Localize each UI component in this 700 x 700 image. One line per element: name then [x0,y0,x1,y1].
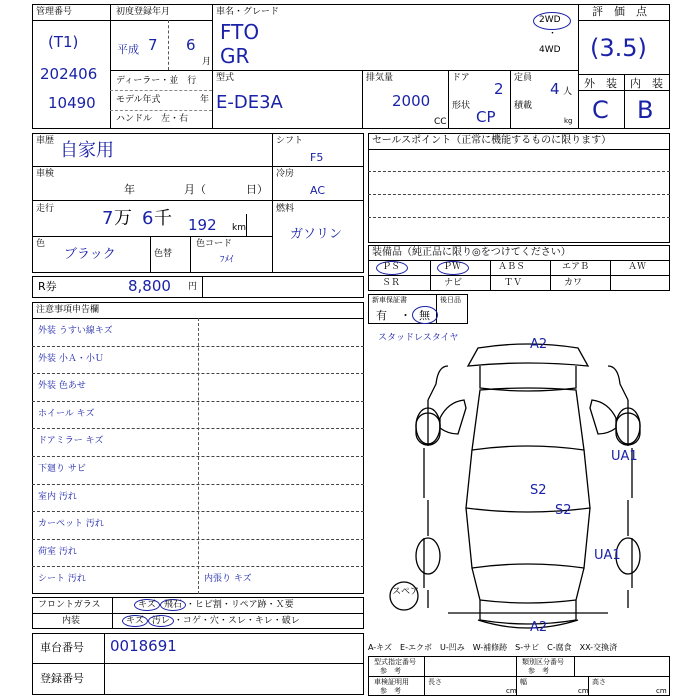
color-code-value: ﾌﾒｲ [220,255,234,265]
note-left-7: 室内 汚れ [38,491,77,502]
fuel-label: 燃料 [276,204,295,214]
interior-row-label: 内装 [62,616,81,626]
dealer-label: ディーラー・並 行 [116,76,197,86]
drive-4wd: 4WD [539,45,561,55]
mileage-sen: 6 [142,208,154,229]
height-label: 高さ [592,678,606,686]
handle-label: ハンドル 左・右 [116,114,189,124]
interior-item-kizu: キズ [122,615,148,627]
note-left-9: 荷室 汚れ [38,546,77,557]
reg-no-label: 登録番号 [40,672,84,685]
shaken-label: 車検 [36,169,55,179]
warranty-label: 新車保証書 [372,296,407,304]
equip-navi: ナビ [444,278,463,288]
width-unit: cm [578,687,589,695]
kanri-label: 管理番号 [36,7,73,17]
mileage-man-unit: 万 [114,208,132,229]
car-name: FTO [220,20,260,44]
kg-unit: kg [564,117,573,125]
mark-right-ua1-rear: UA1 [594,548,621,563]
interior-label: 内 装 [630,77,663,90]
recycle-label: R券 [38,280,57,293]
interior-item-yogore: 汚レ [148,615,174,627]
note-left-10: シート 汚れ [38,574,86,585]
reg-cert-label: 車検証明用 [374,678,409,686]
mark-roof-s2-b: S2 [555,503,572,518]
mark-right-ua1-front: UA1 [611,449,638,464]
reg-year: 7 [148,36,158,54]
glass-label: フロントガラス [38,600,101,610]
model-year-unit: 年 [200,95,210,105]
interior-item-rest: ・コゲ・穴・スレ・キレ・破レ [173,616,300,626]
shaken-year: 年 [124,183,135,196]
kanri-num2: 10490 [48,94,96,112]
load-label: 積載 [514,101,533,111]
note-left-6: 下廻り サビ [38,464,86,474]
usage-label: 車歴 [36,136,55,146]
chassis-value: 0018691 [110,637,177,655]
shift-label: シフト [276,136,304,146]
equip-label: 装備品（純正品に限り◎をつけてください） [372,247,571,258]
capacity-label: 定員 [514,73,533,83]
kanri-num1: 202406 [40,65,98,83]
color-change-label: 色替 [154,249,173,259]
color-label: 色 [36,239,46,249]
exterior-label: 外 装 [584,77,617,90]
type-cert-ref: 参 考 [380,667,401,675]
displacement-value: 2000 [392,92,431,110]
note-left-1: 外装 うすい線キズ [38,326,113,336]
reg-month-unit: 月 [202,57,212,67]
glass-item-kizu: キズ [134,599,160,611]
height-unit: cm [656,687,667,695]
displacement-label: 排気量 [366,73,394,83]
aircon-value: AC [310,184,326,197]
recycle-frame [32,276,364,298]
width-label: 幅 [520,678,527,686]
aircon-label: 冷房 [276,169,295,179]
class-ref: 参 考 [528,667,549,675]
shape-value: CP [476,108,496,126]
mark-front-a2: A2 [530,337,548,352]
score-value: (3.5) [590,34,647,62]
mark-rear-a2: A2 [530,620,548,635]
car-name-label: 車名・グレード [216,7,280,17]
fuel-value: ガソリン [290,227,343,242]
sales-label: セールスポイント（正常に機能するものに限ります） [372,135,612,146]
car-grade: GR [220,44,250,68]
mark-roof-s2: S2 [530,483,547,498]
glass-item-tobiishi: 飛石 [160,599,186,611]
length-label: 長さ [428,678,442,686]
color-value: ブラック [64,247,116,262]
glass-item-rest: ・ヒビ割・リペア跡・Ｘ要 [185,600,294,610]
color-code-label: 色コード [196,239,233,249]
score-label: 評 価 点 [592,5,647,18]
reg-era: 平成 [117,43,139,56]
capacity-value: 4 [550,80,560,98]
shape-label: 形状 [452,101,471,111]
reg-month: 6 [186,36,196,54]
interior-grade: B [637,96,654,124]
note-left-8: カーペット 汚れ [38,519,104,530]
shaken-month: 月（ [184,183,206,196]
note-left-5: ドアミラー キズ [38,436,104,447]
notes-label: 注意事項申告欄 [36,305,100,315]
yen-unit: 円 [188,282,198,292]
length-unit: cm [506,687,517,695]
door-value: 2 [494,80,504,98]
reg-cert-ref: 参 考 [380,687,401,695]
mileage-label: 走行 [36,204,55,214]
glass-items [134,601,294,610]
warranty-dot: ・ [400,309,411,322]
recycle-amount: 8,800 [128,277,171,295]
spare-label: スペア [392,587,420,597]
usage-value: 自家用 [60,140,114,161]
cc-unit: CC [434,117,447,127]
damage-legend: A-キズ E-エクボ U-凹み W-補修跡 S-サビ C-腐食 XX-交換済 [368,643,618,652]
model-year-label: モデル年式 [116,95,161,105]
door-label: ドア [452,73,470,83]
type-label: 型式 [216,73,235,83]
car-diagram [388,338,668,638]
equip-pw: ＰＷ [443,262,462,272]
mileage-rest: 192 [188,216,217,234]
warranty-yes: 有 [376,309,387,322]
equip-airbag: エアＢ [562,262,590,272]
drive-2wd: 2WD [539,15,561,25]
equip-leather: カワ [564,278,583,288]
aftermarket-label: 後日品 [440,296,461,304]
exterior-grade: C [592,96,609,124]
equip-ps: ＰＳ [382,262,401,272]
equip-tv: ＴＶ [504,278,523,288]
note-right-last: 内張り キズ [204,574,252,585]
drive-dot: ・ [548,29,558,39]
interior-items [122,617,300,626]
note-left-4: ホイール キズ [38,408,95,419]
kanri-code: (T1) [48,33,79,51]
chassis-label: 車台番号 [40,641,84,654]
shaken-day: 日） [246,183,268,196]
reg-label: 初度登録年月 [116,7,171,17]
note-left-2: 外装 小Ａ・小Ｕ [38,353,104,364]
mileage-man: 7 [102,208,114,229]
type-cert-label: 型式指定番号 [374,658,416,666]
km-unit: km [232,223,246,233]
note-left-3: 外装 色あせ [38,381,86,392]
capacity-unit: 人 [563,87,573,97]
equip-abs: ＡＢＳ [498,262,526,272]
class-label: 類別区分番号 [522,658,564,666]
mileage-sen-unit: 千 [154,208,172,229]
equip-aw: ＡＷ [628,262,647,272]
diagram-note: スタッドレスタイヤ [378,333,459,343]
shift-value: F5 [310,151,324,164]
equip-sr: ＳＲ [382,278,401,288]
warranty-no: 無 [419,309,430,322]
type-value: E-DE3A [216,92,283,113]
